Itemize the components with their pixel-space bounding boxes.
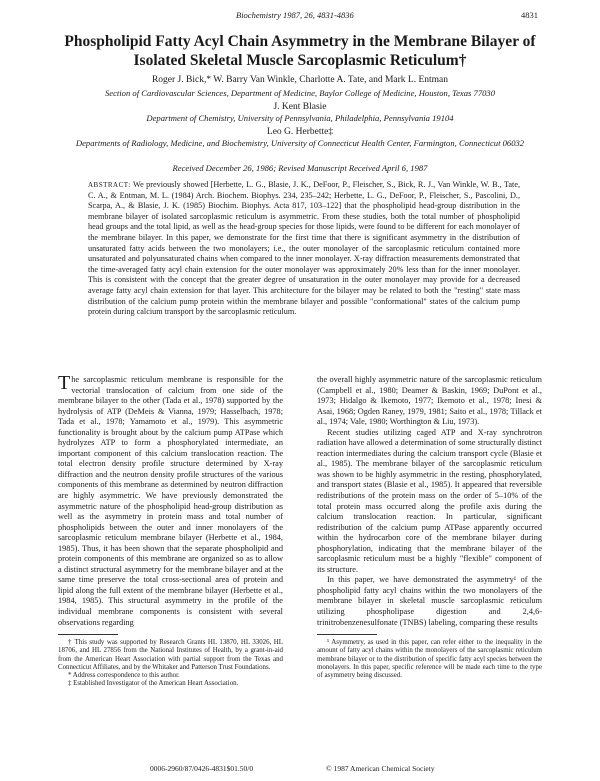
affiliation-group-1: Section of Cardiovascular Sciences, Department of Medicine, Baylor College of Medicine, Houston, Texas 77030 (104, 88, 496, 98)
affiliation-group-2: Department of Chemistry, University of Pennsylvania, Philadelphia, Pennsylvania 19104 (146, 113, 454, 123)
author-group-2: J. Kent Blasie (273, 102, 327, 112)
drop-cap: T (58, 372, 71, 394)
abstract (88, 180, 520, 318)
intro-paragraph-1-continued: the overall highly asymmetric nature of the sarcoplasmic reticulum (Campbell et al., 1980; Deamer & Baskin, 1969; DuPont et al., 1973; Hidalgo & Ikemoto, 1977; Ikemoto et al., 1978; Inesi & Asai, 1968; Ogden Raney, 1979, 1981; Saito et al., 1978; Tillack et al., 1974; Vale, 1980; Worthington & Liu, 1973). (317, 375, 542, 427)
copyright-notice: © 1987 American Chemical Society (326, 764, 435, 773)
received-dates: Received December 26, 1986; Revised Manuscript Received April 6, 1987 (172, 163, 428, 173)
issn-code: 0006-2960/87/0426-4831$01.50/0 (150, 764, 254, 773)
authors-group-1: Roger J. Bick,* W. Barry Van Winkle, Charlotte A. Tate, and Mark L. Entman (151, 75, 449, 85)
footnote-asymmetry: ¹ Asymmetry, as used in this paper, can refer either to the inequality in the amount of fatty acyl chains within the monolayers of the sarcoplasmic reticulum membrane bilayer or to the distribution of specific fatty acyl species between the monolayers. In this paper, specific reference will be made each time to the type of asymmetry being discussed. (317, 639, 542, 679)
intro-paragraph-2: Recent studies utilizing caged ATP and X-ray synchrotron radiation have allowed a determination of some structurally distinct reaction intermediates during the calcium transport cycle (Blasie et al., 1985). The membrane bilayer of the sarcoplasmic reticulum was shown to be highly asymmetric in the resting, phosphorylated, and transport states (Blasie et al., 1985). It appeared that reversible redistributions of the protein mass on the order of 5–10% of the total protein mass occurred along the profile axis during the calcium translocation reaction. In particular, significant redistribution of the calcium pump ATPase apparently occurred within the hydrocarbon core of the membrane bilayer during phosphorylation, indicating that the membrane bilayer of the sarcoplasmic reticulum must be a highly "flexible" component of its structure. (317, 427, 542, 574)
affiliation-group-3: Departments of Radiology, Medicine, and Biochemistry, University of Connecticut Health Center, Farmington, Connecticut 06032 (75, 138, 525, 148)
paper-title: Phospholipid Fatty Acyl Chain Asymmetry in the Membrane Bilayer of Isolated Skeletal Muscle Sarcoplasmic Reticulum† (64, 33, 536, 69)
page-number: 4831 (521, 10, 538, 20)
left-column (58, 372, 283, 688)
journal-citation: Biochemistry 1987, 26, 4831-4836 (236, 10, 354, 20)
footnote-correspondence: * Address correspondence to this author. (68, 671, 180, 679)
footnote-investigator: ‡ Established Investigator of the American Heart Association. (68, 680, 239, 688)
abstract-label: ABSTRACT: (88, 181, 131, 189)
footnote-rule (317, 634, 377, 635)
intro-paragraph-1 (58, 372, 283, 628)
footnote-funding: † This study was supported by Research Grants HL 13870, HL 33026, HL 18706, and HL 27856 from the National Institutes of Health, by a grant-in-aid from the American Heart Association with partial support from the Texas and Connecticut Affiliates, and by the Whitaker and Patterson Trust Foundations. (58, 639, 283, 671)
abstract-text: We previously showed [Herbette, L. G., Blasie, J. K., DeFoor, P., Fleischer, S., Bick, R. J., Van Winkle, W. B., Tate, C. A., & Entman, M. L. (1984) Arch. Biochem. Biophys. 234, 235–242; Herbette, L. G., DeFoor, P., Fleischer, S., Pascolini, D., Scarpa, A., & Blasie, J. K. (1985) Biochim. Biophys. Acta 817, 103–122] that the phospholipid head-group distribution in the membrane bilayer of isolated sarcoplasmic reticulum is asymmetric. From these studies, both the total number of phospholipid head groups and the total lipid, as well as the head-group species for those lipids, were found to be different for each monolayer of the membrane bilayer. In this paper, we demonstrate for the first time that there is significant asymmetry in the distribution of unsaturated fatty acids between the two monolayers; i.e., the outer monolayer of the sarcoplasmic reticulum contained more unsaturated and polyunsaturated chains when compared to the inner monolayer. X-ray diffraction measurements demonstrated that the time-averaged fatty acyl chain extension for the outer monolayer was approximately 20% less than for the inner monolayer. This is consistent with the concept that the greater degree of unsaturation in the outer monolayer may provide for a decreased average fatty acyl chain extension for that layer. This architecture for the bilayer may be related to both the "resting" state mass distribution of the calcium pump protein within the membrane bilayer and possible "conformational" states of the calcium pump protein during calcium transport by the sarcoplasmic reticulum. (88, 180, 521, 317)
intro-paragraph-3: In this paper, we have demonstrated the asymmetry¹ of the phospholipid fatty acyl chains within the two monolayers of the membrane bilayer in skeletal muscle sarcoplasmic reticulum utilizing phospholipase digestion and 2,4,6-trinitrobenzenesulfonate (TNBS) labeling, comparing these results (317, 575, 542, 627)
author-group-3: Leo G. Herbette‡ (266, 127, 334, 137)
footnote-rule (58, 634, 118, 635)
intro-paragraph-1-text: he sarcoplasmic reticulum membrane is responsible for the vectorial translocation of calcium from one side of the membrane bilayer to the other (Tada et al., 1978) supported by the hydrolysis of ATP (DeMeis & Vianna, 1979; Hasselbach, 1978; Tada et al., 1978; Yamamoto et al., 1979). This asymmetric functionality is brought about by the calcium pump ATPase which hydrolyzes ATP to form a phosphorylated intermediate, an important component of this calcium translocation reaction. The total electron density profile structure determined by X-ray diffraction and the neutron density profile structures of the various components of this membrane as determined by neutron diffraction are highly asymmetric. We have previously demonstrated the asymmetric nature of the phospholipid head-group distribution as well as the asymmetry in protein mass and total number of phospholipids between the outer and inner monolayers of the sarcoplasmic reticulum membrane bilayer (Herbette et al., 1984, 1985). Thus, it has been shown that the separate phospholipid and protein components of this membrane are organized so as to allow a distinct structural asymmetry for the membrane bilayer and at the same time preserve the total cross-sectional area of protein and lipid along the full extent of the membrane bilayer (Herbette et al., 1984, 1985). This structural asymmetry in the profile of the individual membrane components is consistent with several observations regarding (58, 375, 283, 627)
right-column (317, 375, 542, 680)
